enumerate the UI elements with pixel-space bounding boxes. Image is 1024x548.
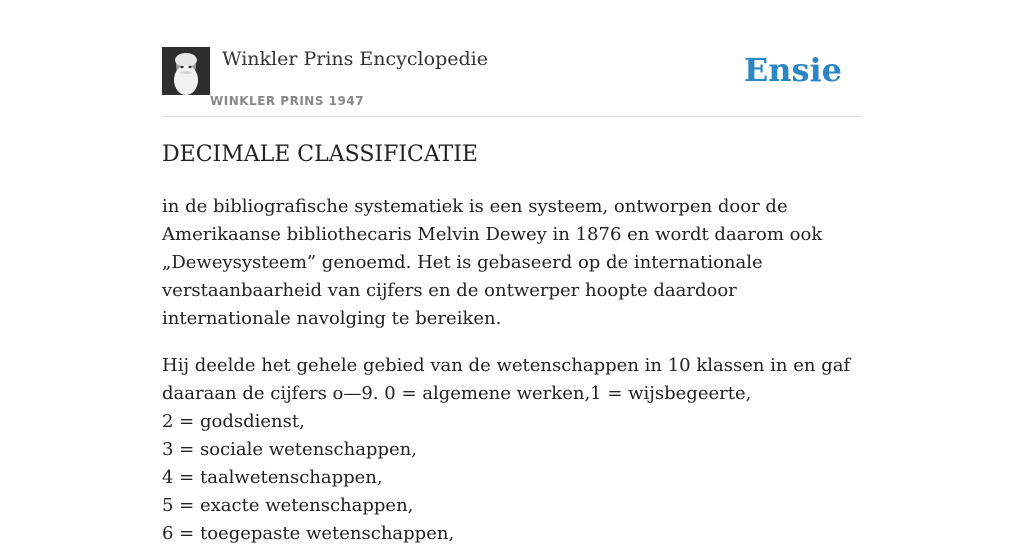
class-line: 3 = sociale wetenschappen, [162, 439, 417, 460]
site-title[interactable]: Winkler Prins Encyclopedie [222, 48, 488, 70]
class-line: 4 = taalwetenschappen, [162, 467, 383, 488]
class-line: 2 = godsdienst, [162, 411, 305, 432]
class-line: 5 = exacte wetenschappen, [162, 495, 414, 516]
bearded-man-portrait-icon [162, 47, 210, 95]
class-line: 6 = toegepaste wetenschappen, [162, 523, 455, 544]
ensie-logo[interactable]: Ensie [743, 51, 842, 89]
article [162, 140, 862, 548]
site-header [162, 40, 862, 117]
article-paragraph-1: in de bibliografische systematiek is een systeem, ontworpen door de Amerikaanse bibliothecaris Melvin Dewey in 1876 en wordt daarom ook „Deweysysteem” genoemd. Het is gebaseerd op de internationale verstaanbaarheid van cijfers en de ontwerper hoopte daardoor internationale navolging te bereiken. [162, 196, 823, 329]
article-paragraph-2 [162, 352, 862, 548]
paragraph-2-intro: Hij deelde het gehele gebied van de wetenschappen in 10 klassen in en gaf daaraan de cijfers o—9. 0 = algemene werken,1 = wijsbegeerte, [162, 355, 851, 404]
avatar[interactable] [162, 47, 210, 95]
site-subtitle[interactable]: WINKLER PRINS 1947 [210, 94, 365, 108]
article-title: DECIMALE CLASSIFICATIE [162, 142, 478, 167]
